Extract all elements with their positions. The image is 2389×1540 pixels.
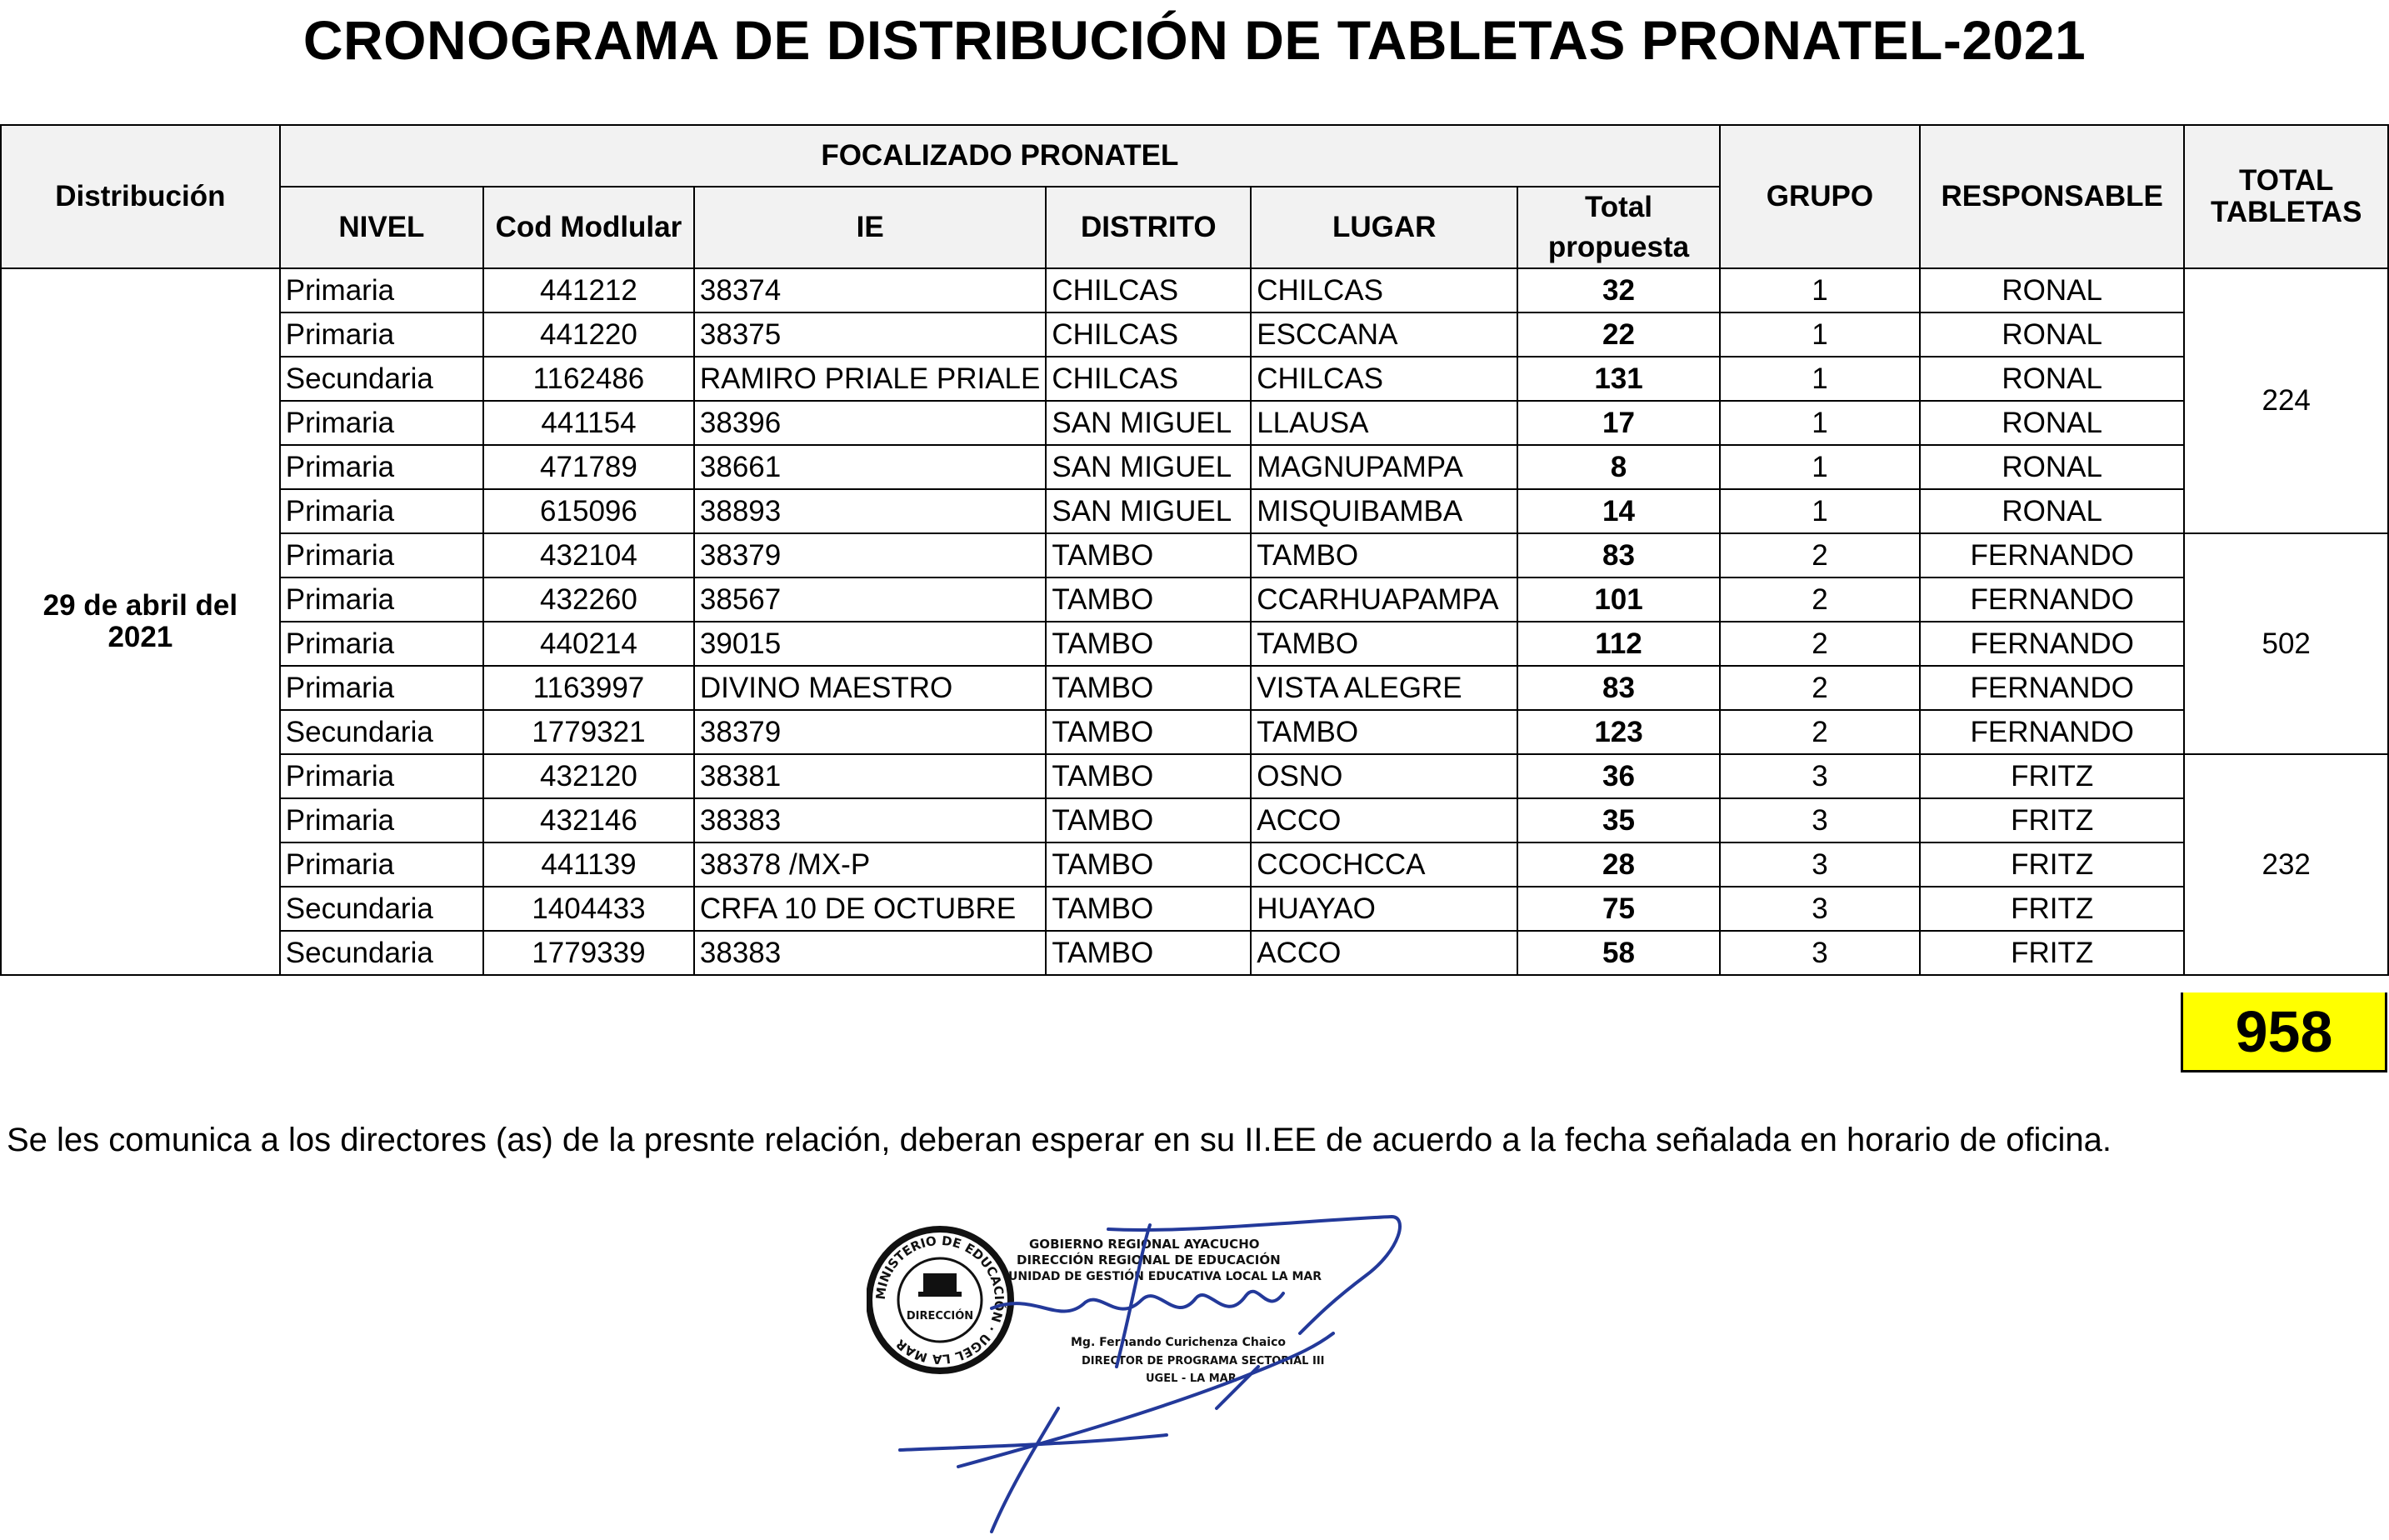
cell-ie: 38374 <box>694 268 1046 312</box>
cell-total-propuesta: 22 <box>1517 312 1720 357</box>
table-row <box>1 842 2388 887</box>
cell-grupo: 3 <box>1720 754 1920 798</box>
cell-distrito: SAN MIGUEL <box>1046 445 1251 489</box>
cell-responsable: FRITZ <box>1920 754 2184 798</box>
distribution-table <box>0 124 2389 976</box>
cell-total-propuesta: 75 <box>1517 887 1720 931</box>
group-total-tabletas: 502 <box>2184 533 2388 754</box>
cell-total-propuesta: 123 <box>1517 710 1720 754</box>
round-seal <box>869 1229 1011 1371</box>
cell-distrito: CHILCAS <box>1046 357 1251 401</box>
cell-lugar: TAMBO <box>1251 533 1517 578</box>
distribution-date-line1: 29 de abril del <box>42 589 238 622</box>
cell-grupo: 2 <box>1720 666 1920 710</box>
cell-ie: 38567 <box>694 578 1046 622</box>
cell-lugar: CHILCAS <box>1251 357 1517 401</box>
cell-distrito: TAMBO <box>1046 622 1251 666</box>
cell-ie: 38396 <box>694 401 1046 445</box>
cell-nivel: Primaria <box>280 533 483 578</box>
cell-nivel: Primaria <box>280 666 483 710</box>
cell-grupo: 1 <box>1720 357 1920 401</box>
cell-lugar: CCOCHCCA <box>1251 842 1517 887</box>
cell-distrito: TAMBO <box>1046 578 1251 622</box>
cell-distrito: TAMBO <box>1046 887 1251 931</box>
table-row <box>1 710 2388 754</box>
cell-ie: 38893 <box>694 489 1046 533</box>
cell-total-propuesta: 83 <box>1517 533 1720 578</box>
seal-center-text: DIRECCIÓN <box>906 1310 974 1322</box>
table-row <box>1 268 2388 312</box>
cell-responsable: RONAL <box>1920 312 2184 357</box>
header-total-propuesta-line2: propuesta <box>1547 231 1690 263</box>
seal-ring-textpath: MINISTERIO DE EDUCACIÓN · UGEL LA MAR <box>872 1232 1007 1368</box>
cell-responsable: FRITZ <box>1920 931 2184 975</box>
cell-lugar: OSNO <box>1251 754 1517 798</box>
cell-nivel: Primaria <box>280 578 483 622</box>
header-total-tabletas-line2: TABLETAS <box>2210 196 2362 228</box>
cell-responsable: FERNANDO <box>1920 622 2184 666</box>
cell-nivel: Primaria <box>280 798 483 842</box>
cell-total-propuesta: 58 <box>1517 931 1720 975</box>
seal-ring-text <box>873 1233 1008 1367</box>
cell-lugar: HUAYAO <box>1251 887 1517 931</box>
table-row <box>1 533 2388 578</box>
cell-lugar: CCARHUAPAMPA <box>1251 578 1517 622</box>
stamp-line-4: Mg. Fernando Curichenza Chaico <box>1071 1336 1286 1349</box>
table-row <box>1 489 2388 533</box>
cell-grupo: 1 <box>1720 401 1920 445</box>
cell-responsable: FERNANDO <box>1920 578 2184 622</box>
cell-lugar: VISTA ALEGRE <box>1251 666 1517 710</box>
cell-nivel: Primaria <box>280 401 483 445</box>
cell-lugar: MISQUIBAMBA <box>1251 489 1517 533</box>
cell-grupo: 1 <box>1720 445 1920 489</box>
cell-ie: 38381 <box>694 754 1046 798</box>
cell-cod-modular: 1404433 <box>483 887 694 931</box>
cell-nivel: Primaria <box>280 268 483 312</box>
cell-cod-modular: 1162486 <box>483 357 694 401</box>
stamp-line-5: DIRECTOR DE PROGRAMA SECTORIAL III <box>1082 1355 1325 1368</box>
cell-lugar: ACCO <box>1251 798 1517 842</box>
cell-total-propuesta: 8 <box>1517 445 1720 489</box>
cell-cod-modular: 1779339 <box>483 931 694 975</box>
cell-ie: 38661 <box>694 445 1046 489</box>
cell-ie: 38379 <box>694 533 1046 578</box>
table-row <box>1 666 2388 710</box>
cell-distrito: SAN MIGUEL <box>1046 401 1251 445</box>
cell-nivel: Secundaria <box>280 357 483 401</box>
cell-ie: 38379 <box>694 710 1046 754</box>
cell-grupo: 3 <box>1720 798 1920 842</box>
cell-grupo: 2 <box>1720 622 1920 666</box>
cell-grupo: 3 <box>1720 931 1920 975</box>
cell-total-propuesta: 36 <box>1517 754 1720 798</box>
cell-cod-modular: 615096 <box>483 489 694 533</box>
cell-cod-modular: 441154 <box>483 401 694 445</box>
cell-cod-modular: 440214 <box>483 622 694 666</box>
cell-total-propuesta: 83 <box>1517 666 1720 710</box>
cell-distrito: SAN MIGUEL <box>1046 489 1251 533</box>
stamp-line-1: GOBIERNO REGIONAL AYACUCHO <box>1029 1237 1260 1252</box>
cell-distrito: TAMBO <box>1046 798 1251 842</box>
cell-ie: 38383 <box>694 798 1046 842</box>
cell-nivel: Primaria <box>280 622 483 666</box>
stamp-line-2: DIRECCIÓN REGIONAL DE EDUCACIÓN <box>1017 1252 1281 1268</box>
group-total-tabletas: 232 <box>2184 754 2388 975</box>
cell-lugar: MAGNUPAMPA <box>1251 445 1517 489</box>
cell-nivel: Primaria <box>280 842 483 887</box>
cell-lugar: TAMBO <box>1251 622 1517 666</box>
cell-ie: 38378 /MX-P <box>694 842 1046 887</box>
cell-responsable: RONAL <box>1920 401 2184 445</box>
cell-cod-modular: 432146 <box>483 798 694 842</box>
header-total-propuesta <box>1517 187 1720 268</box>
cell-responsable: FERNANDO <box>1920 666 2184 710</box>
cell-cod-modular: 441212 <box>483 268 694 312</box>
cell-responsable: FRITZ <box>1920 887 2184 931</box>
header-ie: IE <box>694 187 1046 268</box>
cell-cod-modular: 441139 <box>483 842 694 887</box>
cell-total-propuesta: 112 <box>1517 622 1720 666</box>
cell-grupo: 2 <box>1720 710 1920 754</box>
cell-distrito: TAMBO <box>1046 533 1251 578</box>
cell-cod-modular: 471789 <box>483 445 694 489</box>
table-row <box>1 887 2388 931</box>
cell-ie: RAMIRO PRIALE PRIALE <box>694 357 1046 401</box>
cell-responsable: RONAL <box>1920 489 2184 533</box>
cell-grupo: 1 <box>1720 312 1920 357</box>
cell-nivel: Secundaria <box>280 887 483 931</box>
cell-grupo: 2 <box>1720 578 1920 622</box>
header-grupo: GRUPO <box>1720 125 1920 268</box>
notice-text: Se les comunica a los directores (as) de la presnte relación, deberan esperar en su II.EE de acuerdo a la fecha señalada en horario de oficina. <box>7 1122 2112 1158</box>
cell-lugar: TAMBO <box>1251 710 1517 754</box>
table-body <box>1 268 2388 975</box>
cell-cod-modular: 1163997 <box>483 666 694 710</box>
cell-cod-modular: 432260 <box>483 578 694 622</box>
header-responsable: RESPONSABLE <box>1920 125 2184 268</box>
header-total-tabletas-line1: TOTAL <box>2238 164 2334 197</box>
distribution-date-line2: 2021 <box>107 621 173 653</box>
cell-nivel: Secundaria <box>280 931 483 975</box>
cell-responsable: FERNANDO <box>1920 710 2184 754</box>
signature-stamp <box>867 1200 1417 1533</box>
distribution-date <box>1 268 280 975</box>
table-row <box>1 357 2388 401</box>
cell-ie: CRFA 10 DE OCTUBRE <box>694 887 1046 931</box>
page-title: CRONOGRAMA DE DISTRIBUCIÓN DE TABLETAS PRONATEL-2021 <box>302 9 2087 71</box>
cell-distrito: TAMBO <box>1046 666 1251 710</box>
cell-total-propuesta: 101 <box>1517 578 1720 622</box>
cell-total-propuesta: 131 <box>1517 357 1720 401</box>
header-total-tabletas <box>2184 125 2388 268</box>
cell-distrito: TAMBO <box>1046 931 1251 975</box>
table-row <box>1 754 2388 798</box>
header-focalizado: FOCALIZADO PRONATEL <box>280 125 1720 187</box>
signature-seal-graphic <box>867 1200 1417 1533</box>
table-row <box>1 401 2388 445</box>
cell-distrito: CHILCAS <box>1046 312 1251 357</box>
group-total-tabletas: 224 <box>2184 268 2388 533</box>
cell-total-propuesta: 28 <box>1517 842 1720 887</box>
cell-responsable: RONAL <box>1920 357 2184 401</box>
cell-grupo: 2 <box>1720 533 1920 578</box>
table-row <box>1 445 2388 489</box>
cell-distrito: CHILCAS <box>1046 268 1251 312</box>
cell-responsable: FRITZ <box>1920 798 2184 842</box>
cell-nivel: Primaria <box>280 754 483 798</box>
cell-nivel: Primaria <box>280 489 483 533</box>
cell-cod-modular: 441220 <box>483 312 694 357</box>
cell-responsable: RONAL <box>1920 445 2184 489</box>
cell-nivel: Primaria <box>280 312 483 357</box>
header-total-propuesta-line1: Total <box>1585 191 1653 223</box>
stamp-line-3: UNIDAD DE GESTIÓN EDUCATIVA LOCAL LA MAR <box>1008 1270 1322 1283</box>
cell-cod-modular: 432104 <box>483 533 694 578</box>
cell-lugar: CHILCAS <box>1251 268 1517 312</box>
cell-lugar: ACCO <box>1251 931 1517 975</box>
cell-responsable: RONAL <box>1920 268 2184 312</box>
cell-lugar: ESCCANA <box>1251 312 1517 357</box>
table-row <box>1 798 2388 842</box>
header-distrito: DISTRITO <box>1046 187 1251 268</box>
cell-total-propuesta: 32 <box>1517 268 1720 312</box>
cell-total-propuesta: 35 <box>1517 798 1720 842</box>
cell-responsable: FRITZ <box>1920 842 2184 887</box>
cell-ie: 38383 <box>694 931 1046 975</box>
header-lugar: LUGAR <box>1251 187 1517 268</box>
cell-lugar: LLAUSA <box>1251 401 1517 445</box>
cell-total-propuesta: 17 <box>1517 401 1720 445</box>
cell-grupo: 3 <box>1720 887 1920 931</box>
header-distribucion: Distribución <box>1 125 280 268</box>
stamp-line-6: UGEL - LA MAR <box>1146 1372 1237 1385</box>
header-nivel: NIVEL <box>280 187 483 268</box>
grand-total: 958 <box>2181 992 2387 1072</box>
table-row <box>1 312 2388 357</box>
cell-distrito: TAMBO <box>1046 710 1251 754</box>
header-cod-modular: Cod Modlular <box>483 187 694 268</box>
cell-distrito: TAMBO <box>1046 842 1251 887</box>
cell-distrito: TAMBO <box>1046 754 1251 798</box>
table-row <box>1 622 2388 666</box>
cell-cod-modular: 1779321 <box>483 710 694 754</box>
cell-responsable: FERNANDO <box>1920 533 2184 578</box>
cell-ie: DIVINO MAESTRO <box>694 666 1046 710</box>
table-row <box>1 578 2388 622</box>
cell-grupo: 3 <box>1720 842 1920 887</box>
cell-ie: 38375 <box>694 312 1046 357</box>
cell-nivel: Secundaria <box>280 710 483 754</box>
cell-nivel: Primaria <box>280 445 483 489</box>
table-row <box>1 931 2388 975</box>
cell-total-propuesta: 14 <box>1517 489 1720 533</box>
cell-ie: 39015 <box>694 622 1046 666</box>
cell-grupo: 1 <box>1720 268 1920 312</box>
cell-cod-modular: 432120 <box>483 754 694 798</box>
cell-grupo: 1 <box>1720 489 1920 533</box>
